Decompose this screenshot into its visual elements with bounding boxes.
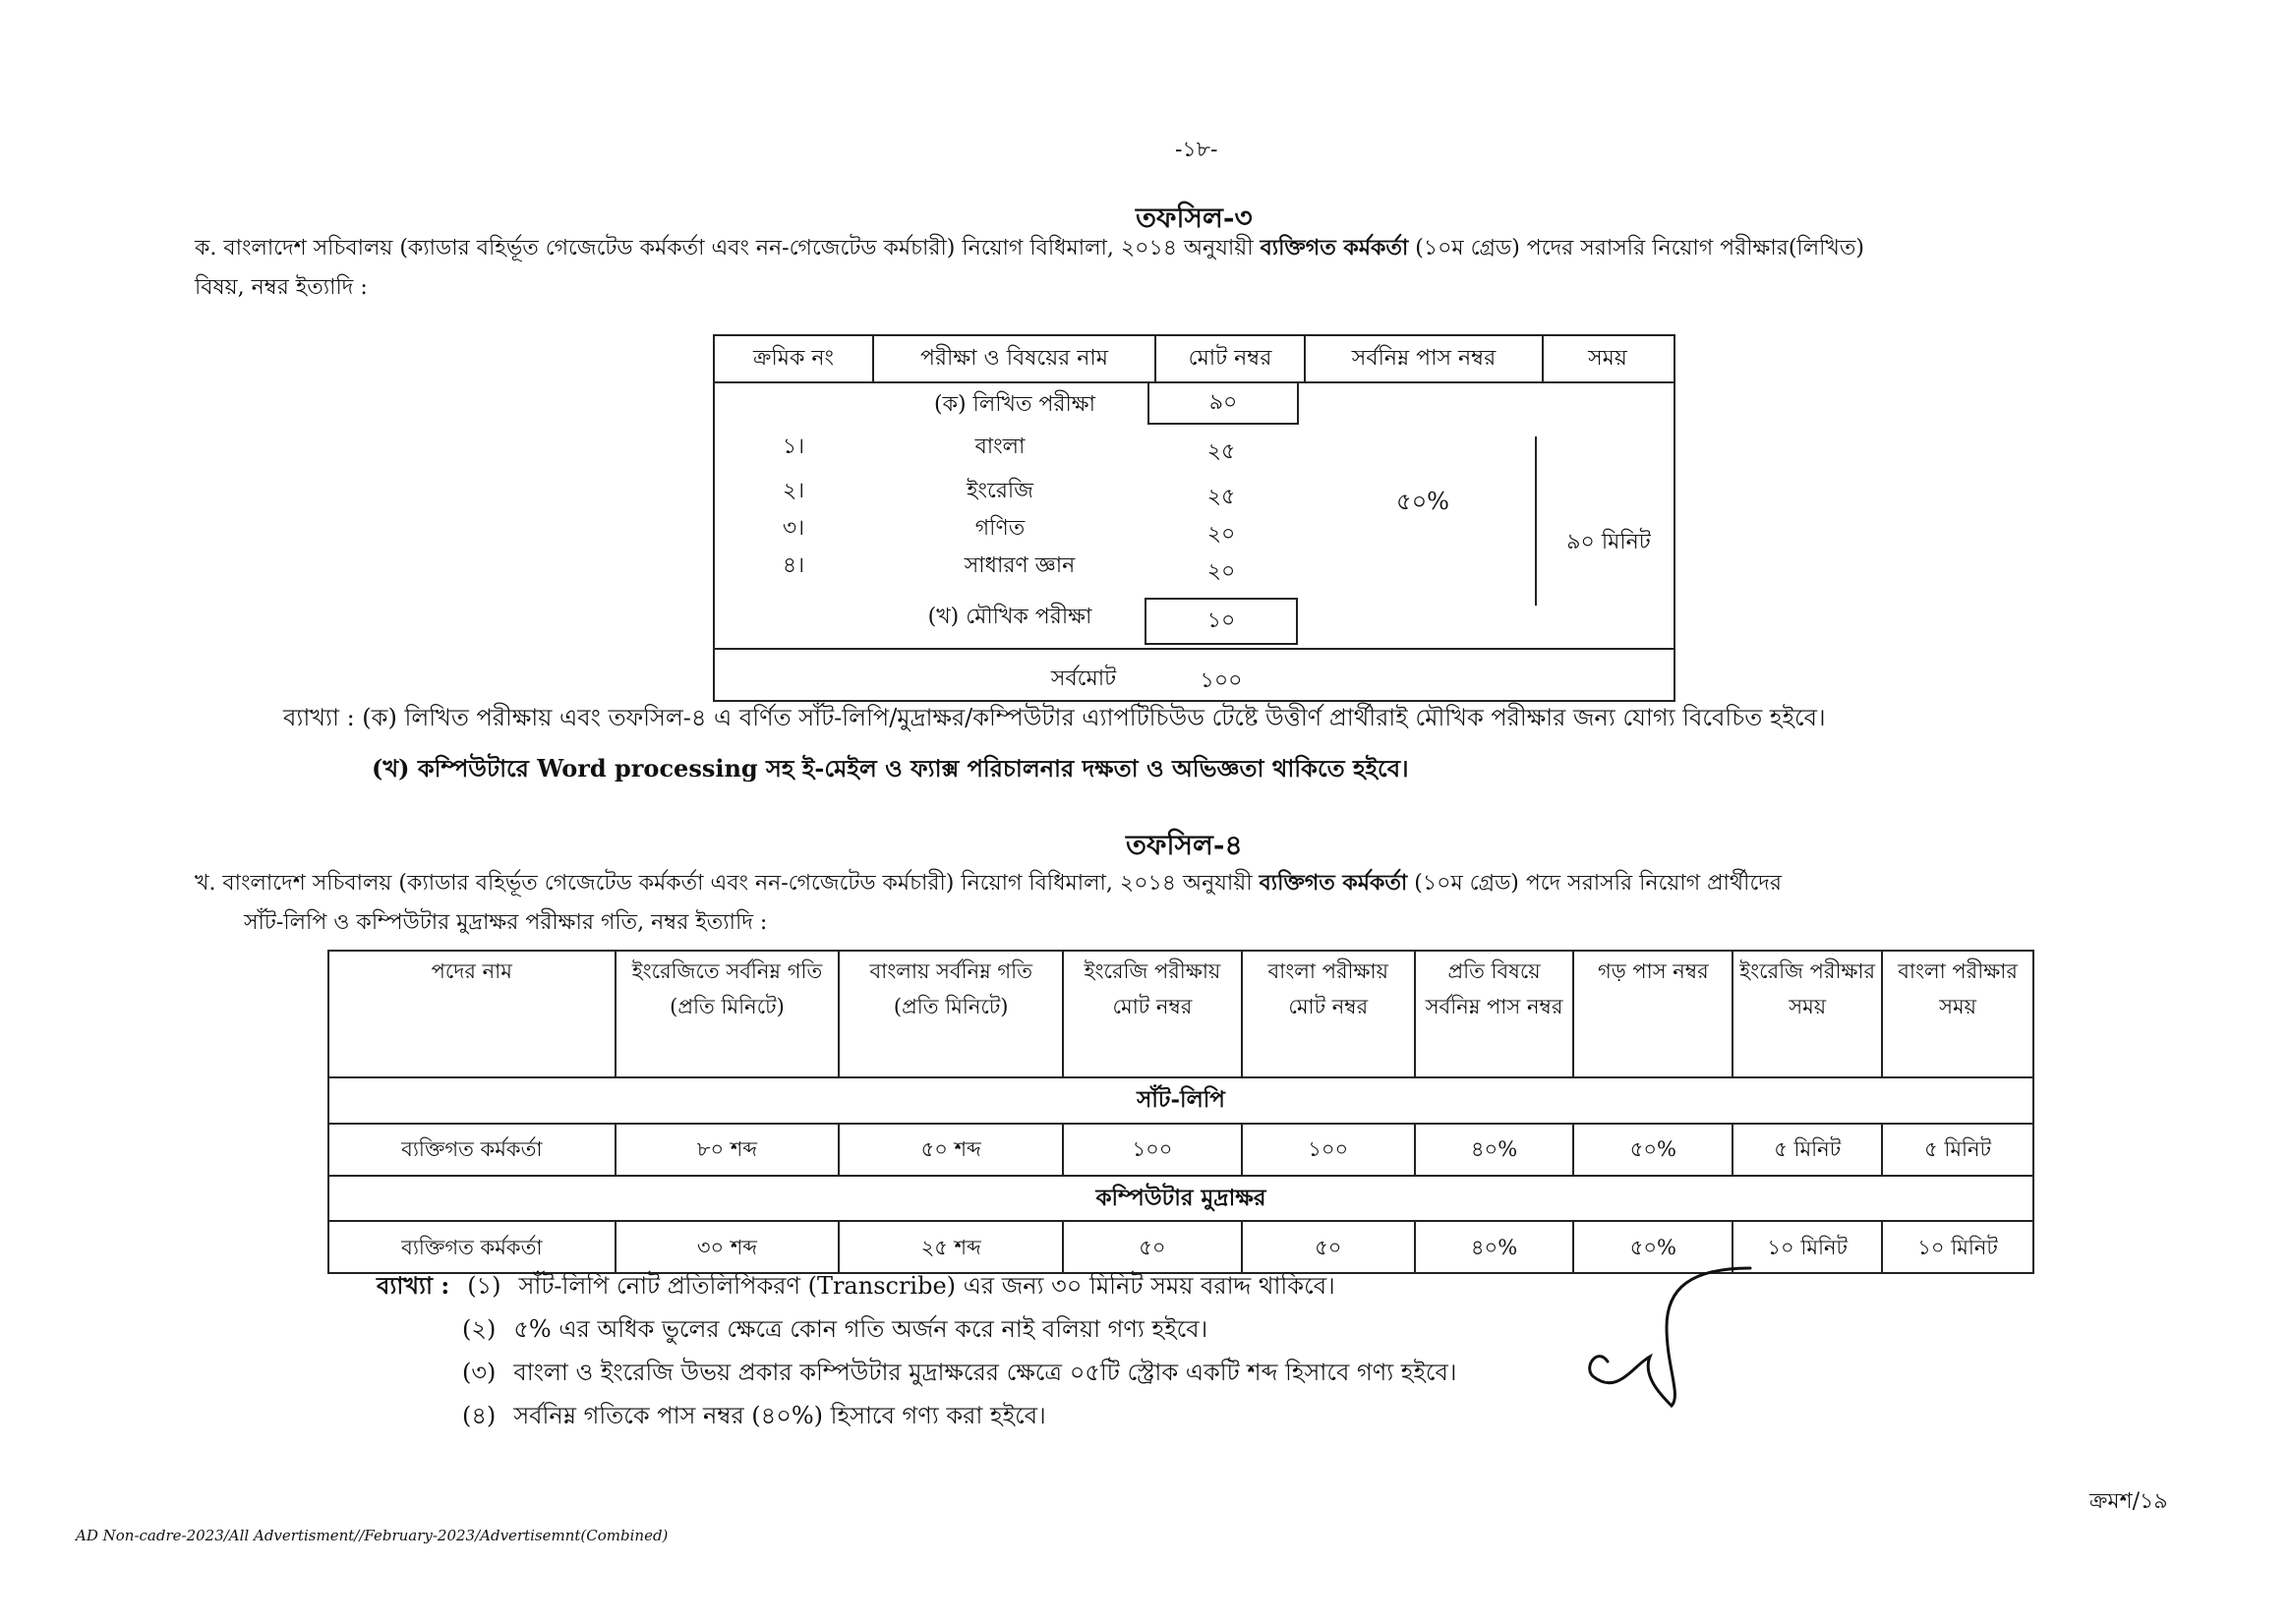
schedule4-intro-pre: খ. বাংলাদেশ সচিবালয় (ক্যাডার বহির্ভূত গেজেটেড কর্মকর্তা এবং নন-গেজেটেড কর্মচারী) নিয়োগ বিধিমালা, ২০১৪ অনুযায়ী [195,871,1260,896]
notes-label: ব্যাখ্যা : [377,1271,450,1300]
header-english-time: ইংরেজি পরীক্ষার সময় [1733,951,1882,1077]
subject-serial-3: ৩। [782,516,805,541]
note-2-text: ৫% এর অধিক ভুলের ক্ষেত্রে কোন গতি অর্জন করে নাই বলিয়া গণ্য হইবে। [513,1315,1208,1343]
header-english-speed: ইংরেজিতে সর্বনিম্ন গতি (প্রতি মিনিটে) [616,951,840,1077]
note-1-text: সাঁট-লিপি নোট প্রতিলিপিকরণ (Transcribe) এর জন্য ৩০ মিনিট সময় বরাদ্দ থাকিবে। [518,1272,1335,1300]
subject-marks-3: ২০ [1206,522,1236,547]
shorthand-row [328,1124,2033,1176]
written-total: ৯০ [1147,381,1299,425]
header-pass: সর্বনিম্ন পাস নম্বর [1306,336,1544,381]
schedule3-intro-post: (১০ম গ্রেড) পদের সরাসরি নিয়োগ পরীক্ষার(লিখিত) [1408,236,1864,261]
subject-marks-4: ২০ [1206,559,1236,584]
subject-marks-2: ২৫ [1206,485,1236,509]
schedule4-title: তফসিল-৪ [1126,829,1243,861]
header-post: পদের নাম [328,951,616,1077]
schedule3-table [713,334,1675,702]
schedule4-note-1 [377,1268,1456,1311]
shorthand-english-total: ১০০ [1063,1124,1242,1176]
header-subject: পরীক্ষা ও বিষয়ের নাম [874,336,1156,381]
schedule3-intro-line2: বিষয়, নম্বর ইত্যাদি : [195,275,368,300]
exam-time: ৯০ মিনিট [1566,530,1651,554]
schedule4-note-4 [377,1398,1456,1441]
typing-english-total: ৫০ [1063,1221,1242,1273]
schedule4-intro-post: (১০ম গ্রেড) পদে সরাসরি নিয়োগ প্রার্থীদের [1407,871,1782,896]
subject-name-4: সাধারণ জ্ঞান [964,553,1076,578]
header-time: সময় [1588,345,1627,371]
schedule3-title: তফসিল-৩ [1136,202,1253,234]
typing-english-time: ১০ মিনিট [1733,1221,1882,1273]
section-shorthand [328,1077,2033,1124]
section-typing [328,1176,2033,1222]
grand-total-row [715,648,1674,700]
subject-serial-4: ৪। [782,553,805,578]
subject-serial-1: ১। [782,435,805,459]
shorthand-min-pass: ৪০% [1415,1124,1574,1176]
schedule3-intro-bold: ব্যক্তিগত কর্মকর্তা [1260,235,1409,261]
subject-name-3: গণিত [974,516,1026,541]
section-shorthand-label: সাঁট-লিপি [328,1077,2033,1124]
note-1-num: (১) [467,1272,501,1300]
note-2-num: (২) [462,1315,497,1343]
header-serial: ক্রমিক নং [715,336,874,381]
viva-label: (খ) মৌখিক পরীক্ষা [927,605,1092,629]
schedule3-note-2: (খ) কম্পিউটারে Word processing সহ ই-মেইল ও ফ্যাক্স পরিচালনার দক্ষতা ও অভিজ্ঞতা থাকিতে হইবে। [372,754,1409,783]
note-3-text: বাংলা ও ইংরেজি উভয় প্রকার কম্পিউটার মুদ্রাক্ষরের ক্ষেত্রে ০৫টি স্ট্রোক একটি শব্দ হিসাবে গণ্য হইবে। [513,1359,1457,1386]
schedule4-notes [377,1268,1456,1441]
shorthand-bangla-time: ৫ মিনিট [1882,1124,2033,1176]
schedule4-intro [195,863,2201,943]
shorthand-english-speed: ৮০ শব্দ [616,1124,840,1176]
schedule4-intro-line2: সাঁট-লিপি ও কম্পিউটার মুদ্রাক্ষর পরীক্ষার গতি, নম্বর ইত্যাদি : [244,910,768,935]
typing-min-pass: ৪০% [1415,1221,1574,1273]
header-bangla-total: বাংলা পরীক্ষায় মোট নম্বর [1242,951,1415,1077]
note-3-num: (৩) [462,1359,497,1386]
shorthand-bangla-speed: ৫০ শব্দ [839,1124,1063,1176]
typing-english-speed: ৩০ শব্দ [616,1221,840,1273]
schedule4-table [327,950,2034,1274]
written-label: (ক) লিখিত পরীক্ষা [933,392,1095,417]
continued-marker: ক্রমশ/১৯ [2089,1489,2168,1514]
schedule3-note-1: ব্যাখ্যা : (ক) লিখিত পরীক্ষায় এবং তফসিল-৪ এ বর্ণিত সাঁট-লিপি/মুদ্রাক্ষর/কম্পিউটার এ্যাপটিচিউড টেষ্টে উত্তীর্ণ প্রার্থীরাই মৌখিক পরীক্ষার জন্য যোগ্য বিবেচিত হইবে। [283,704,1826,731]
typing-row [328,1221,2033,1273]
shorthand-avg-pass: ৫০% [1573,1124,1733,1176]
header-avg-pass: গড় পাস নম্বর [1573,951,1733,1077]
typing-bangla-total: ৫০ [1242,1221,1415,1273]
header-total: মোট নম্বর [1156,336,1306,381]
header-min-pass: প্রতি বিষয়ে সর্বনিম্ন পাস নম্বর [1415,951,1574,1077]
subject-marks-1: ২৫ [1206,439,1236,464]
note-4-num: (৪) [462,1402,497,1429]
typing-post: ব্যক্তিগত কর্মকর্তা [328,1221,616,1273]
page-number: -১৮- [1175,138,1218,162]
footer-reference: AD Non-cadre-2023/All Advertisment//February-2023/Advertisemnt(Combined) [76,1527,669,1544]
shorthand-bangla-total: ১০০ [1242,1124,1415,1176]
note-4-text: সর্বনিম্ন গতিকে পাস নম্বর (৪০%) হিসাবে গণ্য করা হইবে। [513,1402,1046,1429]
handwritten-signature [1573,1258,1760,1416]
schedule3-intro-pre: ক. বাংলাদেশ সচিবালয় (ক্যাডার বহির্ভূত গেজেটেড কর্মকর্তা এবং নন-গেজেটেড কর্মচারী) নিয়োগ বিধিমালা, ২০১৪ অনুযায়ী [195,236,1261,261]
grand-total-value: ১০০ [1200,668,1243,693]
schedule3-intro [195,228,2201,308]
header-bangla-speed: বাংলায় সর্বনিম্ন গতি (প্রতি মিনিটে) [839,951,1063,1077]
viva-total: ১০ [1145,598,1298,645]
section-typing-label: কম্পিউটার মুদ্রাক্ষর [328,1176,2033,1222]
header-english-total: ইংরেজি পরীক্ষায় মোট নম্বর [1063,951,1242,1077]
schedule4-note-2 [377,1311,1456,1355]
shorthand-english-time: ৫ মিনিট [1733,1124,1882,1176]
typing-bangla-time: ১০ মিনিট [1882,1221,2033,1273]
grand-total-label: সর্বমোট [1050,667,1117,691]
schedule4-intro-bold: ব্যক্তিগত কর্মকর্তা [1259,870,1408,896]
pass-mark: ৫০% [1396,488,1449,515]
schedule4-header-row [328,951,2033,1077]
typing-avg-pass: ৫০% [1573,1221,1733,1273]
header-bangla-time: বাংলা পরীক্ষার সময় [1882,951,2033,1077]
schedule4-note-3 [377,1355,1456,1398]
schedule3-header-row [715,336,1674,383]
shorthand-post: ব্যক্তিগত কর্মকর্তা [328,1124,616,1176]
typing-bangla-speed: ২৫ শব্দ [839,1221,1063,1273]
subject-name-2: ইংরেজি [967,479,1033,503]
subject-name-1: বাংলা [974,435,1026,459]
subject-serial-2: ২। [782,479,805,503]
time-divider [1535,436,1537,606]
